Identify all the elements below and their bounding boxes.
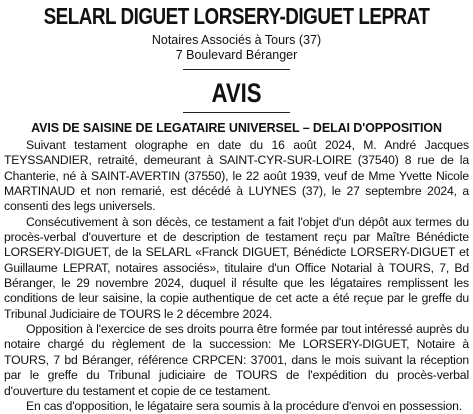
notice-body <box>4 138 469 414</box>
paragraph-testament: Suivant testament olographe en date du 16 août 2024, M. André Jacques TEYSSANDIER, retraité, demeurant à SAINT-CYR-SUR-LOIRE (37540) 8 rue de la Chanterie, né à SAINT-AVERTIN (37550), le 22 août 1939, veuf de Mme Yvette Nicole MARTINAUD et non remarié, est décédé à LUYNES (37), le 27 septembre 2024, a consenti des legs universels. <box>4 138 469 214</box>
firm-address: 7 Boulevard Béranger <box>175 48 298 62</box>
divider-bottom <box>183 112 290 113</box>
paragraph-deposit: Consécutivement à son décès, ce testament a fait l'objet d'un dépôt aux termes du procès-verbal d'ouverture et de description de testament reçu par Maître Bénédicte LORSERY-DIGUET, de la SELARL «Franck DIGUET, Bénédicte LORSERY-DIGUET et Guillaume LEPRAT, notaires associés», titulaire d'un Office Notarial à TOURS, 7, Bd Béranger, le 29 novembre 2024, duquel il résulte que les légataires remplissent les conditions de leur saisine, la copie authentique de cet acte a été reçue par le greffe du Tribunal Judiciaire de TOURS le 2 décembre 2024. <box>4 214 469 321</box>
paragraph-opposition: Opposition à l'exercice de ses droits pourra être formée par tout intéressé auprès du notaire chargé du règlement de la succession: Me LORSERY-DIGUET, Notaire à TOURS, 7 bd Béranger, référence CRPCEN: 37001, dans le mois suivant la réception par le greffe du Tribunal judiciaire de TOURS de l'expédition du procès-verbal d'ouverture du testament et copie de ce testament. <box>4 322 469 398</box>
notice-heading: AVIS DE SAISINE DE LEGATAIRE UNIVERSEL – DELAI D'OPPOSITION <box>31 121 442 135</box>
paragraph-procedure: En cas d'opposition, le légataire sera soumis à la procédure d'envoi en possession. <box>26 398 462 413</box>
firm-name: SELARL DIGUET LORSERY-DIGUET LEPRAT <box>43 3 430 29</box>
notice-title: AVIS <box>211 78 262 108</box>
firm-location: Notaires Associés à Tours (37) <box>151 33 322 47</box>
divider-top <box>183 69 290 70</box>
